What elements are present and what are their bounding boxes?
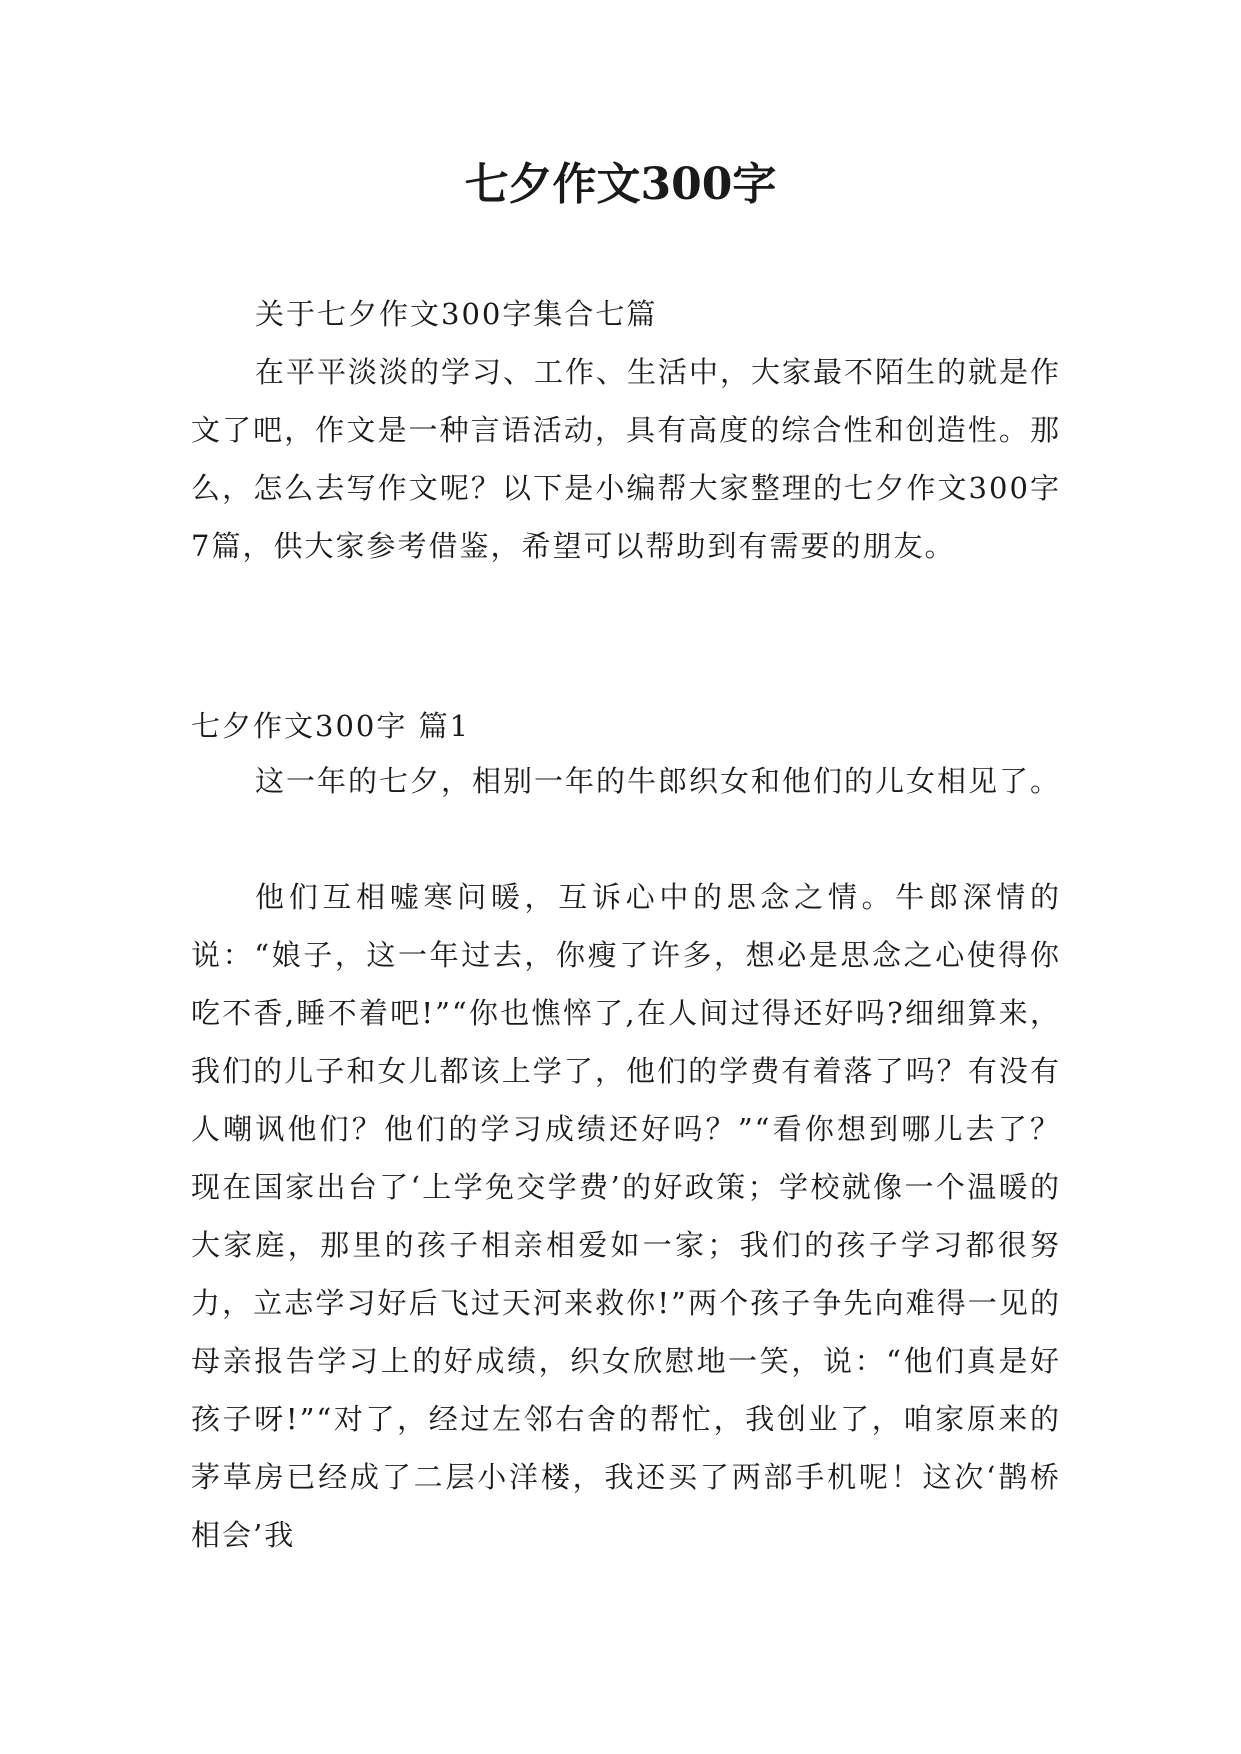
- body-paragraph: 这一年的七夕，相别一年的牛郎织女和他们的儿女相见了。: [255, 764, 1062, 798]
- body-paragraph: 他们互相嘘寒问暖，互诉心中的思念之情。牛郎深情的说：“娘子，这一年过去，你瘦了许多，想必是思念之心使得你吃不香,睡不着吧!”“你也憔悴了,在人间过得还好吗?细细算来，我们的儿子和女儿都该上学了，他们的学费有着落了吗？有没有人嘲讽他们？他们的学习成绩还好吗？”“看你想到哪儿去了？现在国家出台了‘上学免交学费’的好政策；学校就像一个温暖的大家庭，那里的孩子相亲相爱如一家；我们的孩子学习都很努力，立志学习好后飞过天河来救你!”两个孩子争先向难得一见的母亲报告学习上的好成绩，织女欣慰地一笑，说：“他们真是好孩子呀!”“对了，经过左邻右舍的帮忙，我创业了，咱家原来的茅草房已经成了二层小洋楼，我还买了两部手机呢！这次‘鹊桥相会’我: [191, 880, 1061, 1552]
- document-subtitle: 关于七夕作文300字集合七篇: [255, 297, 658, 331]
- section-heading: 七夕作文300字 篇1: [191, 709, 471, 743]
- document-title: 七夕作文300字: [464, 159, 777, 210]
- intro-paragraph: 在平平淡淡的学习、工作、生活中，大家最不陌生的就是作文了吧，作文是一种言语活动，具有高度的综合性和创造性。那么，怎么去写作文呢？以下是小编帮大家整理的七夕作文300字7篇，供大家参考借鉴，希望可以帮助到有需要的朋友。: [191, 355, 1062, 563]
